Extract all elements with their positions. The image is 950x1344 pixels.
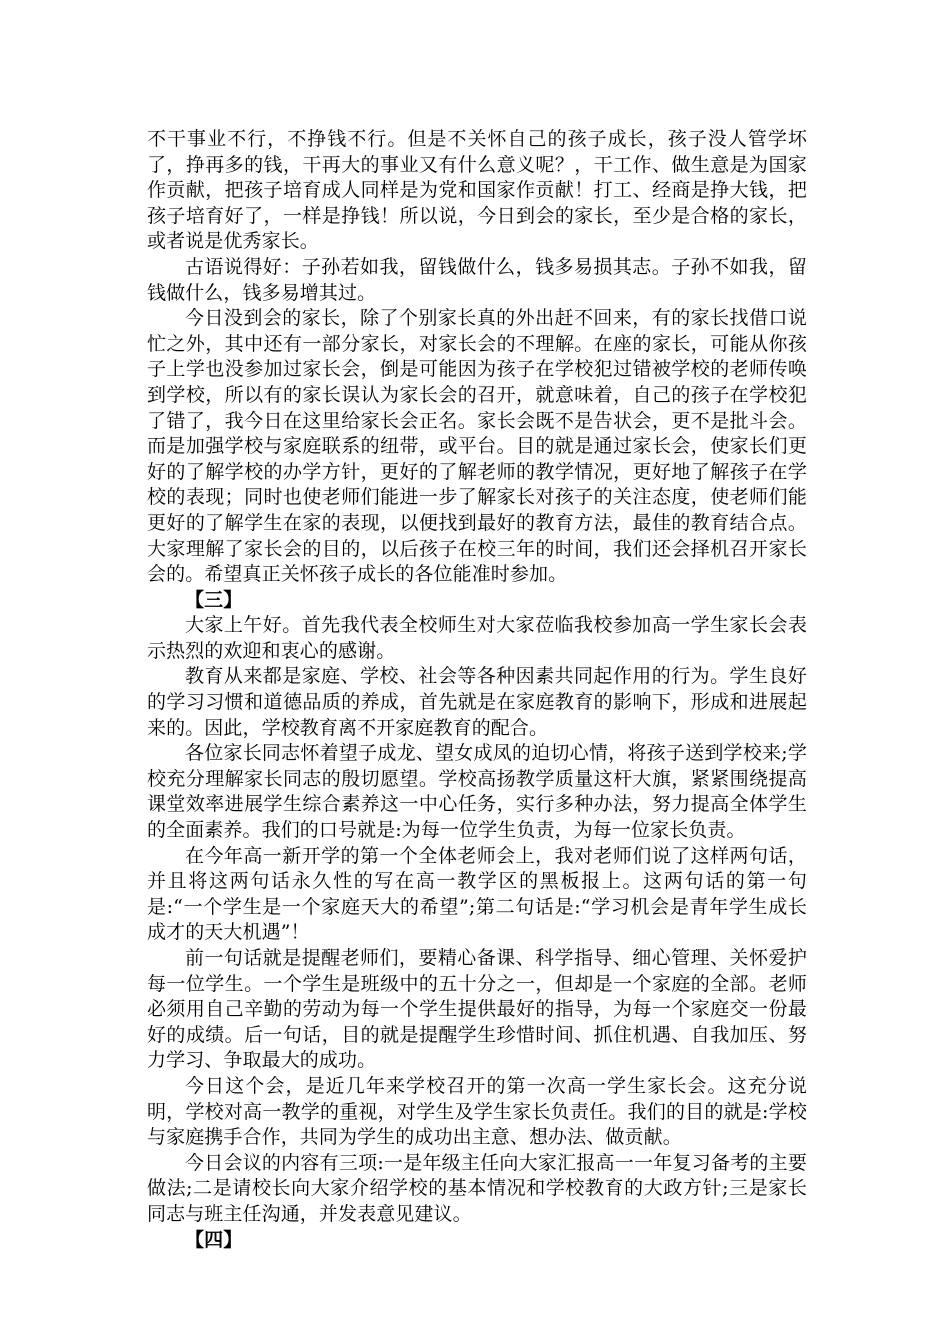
paragraph: 古语说得好：子孙若如我，留钱做什么，钱多易损其志。子孙不如我，留钱做什么，钱多易增其过。: [147, 255, 807, 304]
paragraph: 前一句话就是提醒老师们，要精心备课、科学指导、细心管理、关怀爱护每一位学生。一个学生是班级中的五十分之一，但却是一个家庭的全部。老师必须用自己辛勤的劳动为每一个学生提供最好的指导，为每一个家庭交一份最好的成绩。后一句话，目的就是提醒学生珍惜时间、抓住机遇、自我加压、努力学习、争取最大的成功。: [147, 947, 807, 1072]
paragraph: 大家上午好。首先我代表全校师生对大家莅临我校参加高一学生家长会表示热烈的欢迎和衷心的感谢。: [147, 614, 807, 662]
paragraph: 今日会议的内容有三项:一是年级主任向大家汇报高一一年复习备考的主要做法;二是请校长向大家介绍学校的基本情况和学校教育的大政方针;三是家长同志与班主任沟通，并发表意见建议。: [147, 1151, 807, 1225]
paragraph: 教育从来都是家庭、学校、社会等各种因素共同起作用的行为。学生良好的学习习惯和道德品质的养成，首先就是在家庭教育的影响下，形成和进展起来的。因此，学校教育离不开家庭教育的配合。: [147, 665, 807, 739]
section-heading-3: 【三】: [185, 588, 243, 611]
document-body: [147, 127, 807, 1253]
section-heading-4: 【四】: [185, 1228, 243, 1251]
paragraph: 今日没到会的家长，除了个别家长真的外出赶不回来，有的家长找借口说忙之外，其中还有一部分家长，对家长会的不理解。在座的家长，可能从你孩子上学也没参加过家长会，倒是可能因为孩子在学校犯过错被学校的老师传唤到学校，所以有的家长误认为家长会的召开，就意味着，自己的孩子在学校犯了错了，我今日在这里给家长会正名。家长会既不是告状会，更不是批斗会。而是加强学校与家庭联系的纽带，或平台。目的就是通过家长会，使家长们更好的了解学校的办学方针，更好的了解老师的教学情况，更好地了解孩子在学校的表现；同时也使老师们能进一步了解家长对孩子的关注态度，使老师们能更好的了解学生在家的表现，以便找到最好的教育方法，最佳的教育结合点。大家理解了家长会的目的，以后孩子在校三年的时间，我们还会择机召开家长会的。希望真正关怀孩子成长的各位能准时参加。: [147, 307, 807, 586]
paragraph: 今日这个会，是近几年来学校召开的第一次高一学生家长会。这充分说明，学校对高一教学的重视，对学生及学生家长负责任。我们的目的就是:学校与家庭携手合作，共同为学生的成功出主意、想办法、做贡献。: [147, 1074, 807, 1149]
paragraph-continuation: 不干事业不行，不挣钱不行。但是不关怀自己的孩子成长，孩子没人管学坏了，挣再多的钱，干再大的事业又有什么意义呢？，干工作、做生意是为国家作贡献，把孩子培育成人同样是为党和国家作贡献！打工、经商是挣大钱，把孩子培育好了，一样是挣钱！所以说，今日到会的家长，至少是合格的家长，或者说是优秀家长。: [147, 128, 807, 253]
paragraph: 各位家长同志怀着望子成龙、望女成凤的迫切心情，将孩子送到学校来;学校充分理解家长同志的殷切愿望。学校高扬教学质量这杆大旗，紧紧围绕提高课堂效率进展学生综合素养这一中心任务，实行多种办法，努力提高全体学生的全面素养。我们的口号就是:为每一位学生负责，为每一位家长负责。: [147, 742, 807, 842]
paragraph: 在今年高一新开学的第一个全体老师会上，我对老师们说了这样两句话，并且将这两句话永久性的写在高一教学区的黑板报上。这两句话的第一句是:“一个学生是一个家庭天大的希望”;第二句话是:“学习机会是青年学生成长成才的天大机遇”！: [147, 844, 807, 944]
